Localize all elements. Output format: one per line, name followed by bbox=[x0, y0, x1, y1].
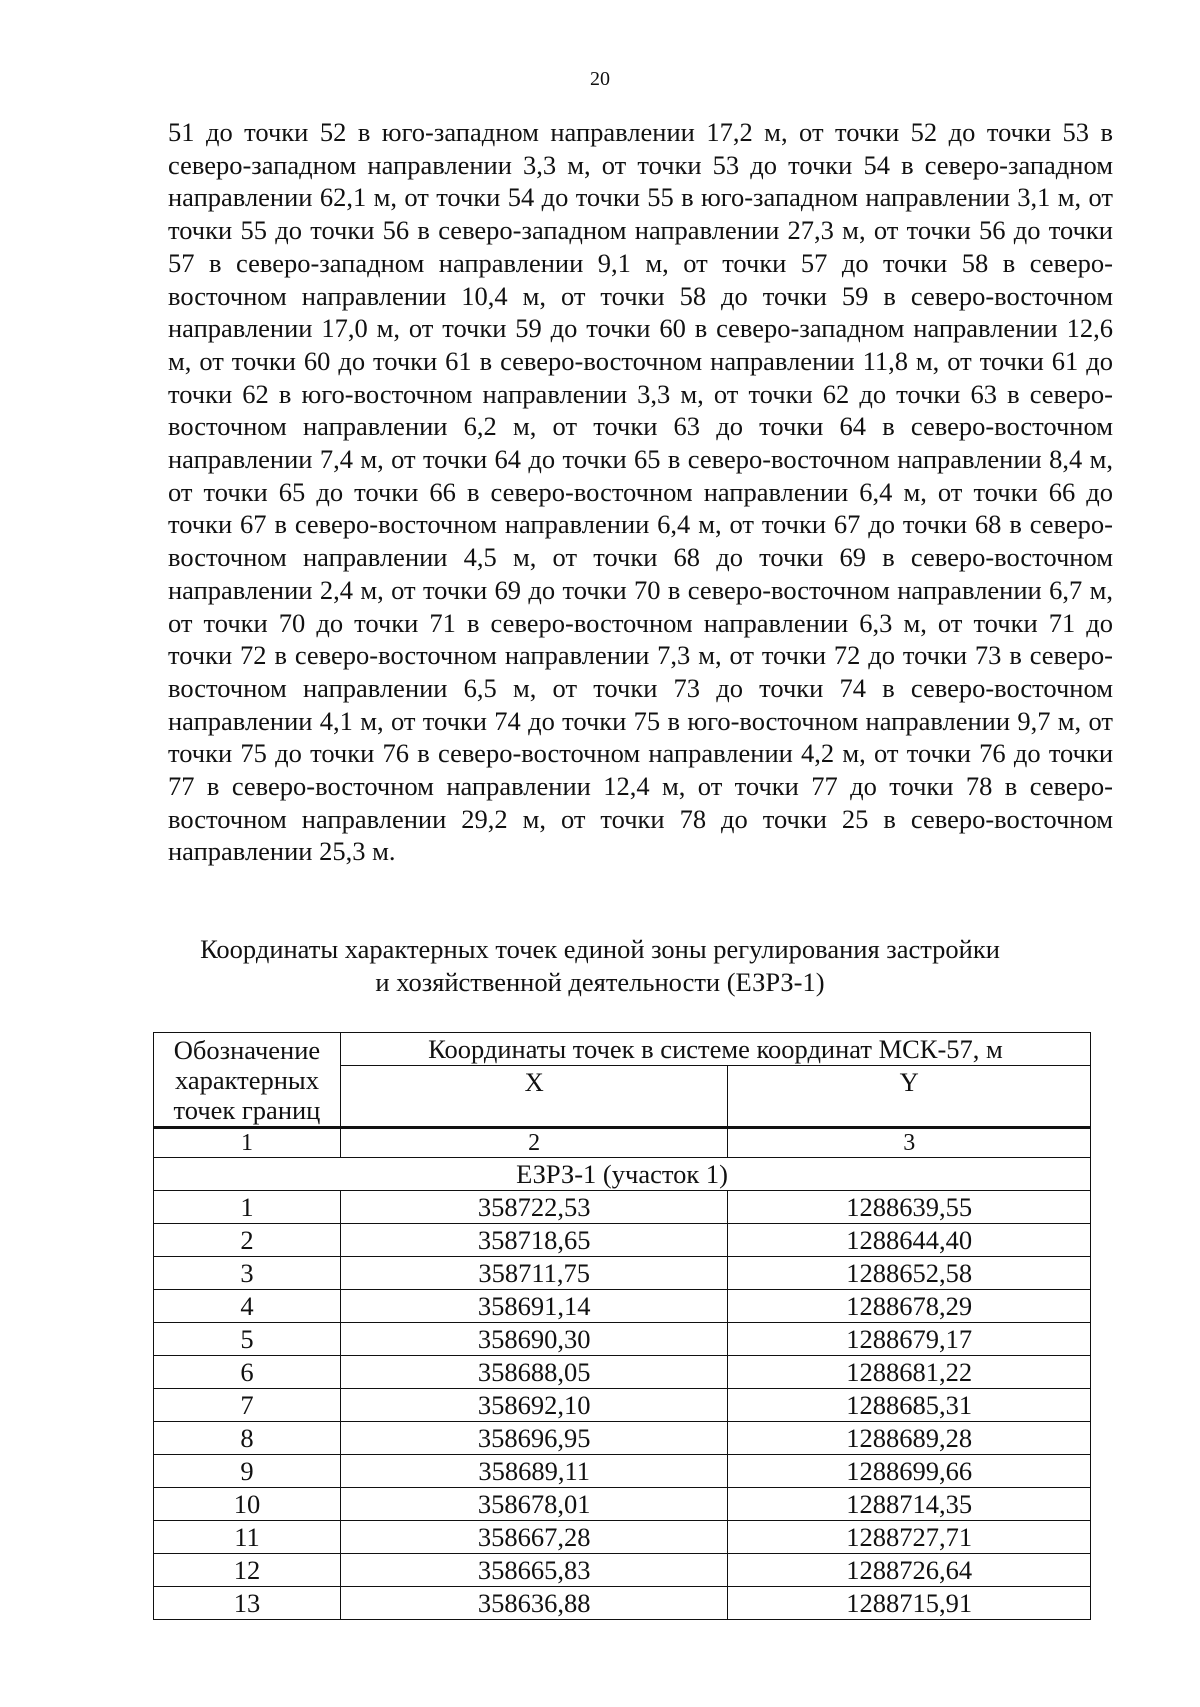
x-coordinate-cell: 358667,28 bbox=[340, 1521, 728, 1554]
table-row bbox=[154, 1290, 1091, 1323]
point-id-cell: 9 bbox=[154, 1455, 341, 1488]
point-id-cell: 2 bbox=[154, 1224, 341, 1257]
y-coordinate-cell: 1288679,17 bbox=[728, 1323, 1091, 1356]
y-coordinate-cell: 1288727,71 bbox=[728, 1521, 1091, 1554]
x-coordinate-cell: 358711,75 bbox=[340, 1257, 728, 1290]
x-coordinate-cell: 358691,14 bbox=[340, 1290, 728, 1323]
table-heading-line-2: и хозяйственной деятельности (ЕЗРЗ-1) bbox=[375, 967, 825, 997]
point-id-cell: 12 bbox=[154, 1554, 341, 1587]
body-paragraph: 51 до точки 52 в юго-западном направлении 17,2 м, от точки 52 до точки 53 в северо-западном направлении 3,3 м, от точки 53 до точки 54 в северо-западном направлении 62,1 м, от точки 54 до точки 55 в юго-западном направлении 3,1 м, от точки 55 до точки 56 в северо-западном направлении 27,3 м, от точки 56 до точки 57 в северо-западном направлении 9,1 м, от точки 57 до точки 58 в северо-восточном направлении 10,4 м, от точки 58 до точки 59 в северо-восточном направлении 17,0 м, от точки 59 до точки 60 в северо-западном направлении 12,6 м, от точки 60 до точки 61 в северо-восточном направлении 11,8 м, от точки 61 до точки 62 в юго-восточном направлении 3,3 м, от точки 62 до точки 63 в северо-восточном направлении 6,2 м, от точки 63 до точки 64 в северо-восточном направлении 7,4 м, от точки 64 до точки 65 в северо-восточном направлении 8,4 м, от точки 65 до точки 66 в северо-восточном направлении 6,4 м, от точки 66 до точки 67 в северо-восточном направлении 6,4 м, от точки 67 до точки 68 в северо-восточном направлении 4,5 м, от точки 68 до точки 69 в северо-восточном направлении 2,4 м, от точки 69 до точки 70 в северо-восточном направлении 6,7 м, от точки 70 до точки 71 в северо-восточном направлении 6,3 м, от точки 71 до точки 72 в северо-восточном направлении 7,3 м, от точки 72 до точки 73 в северо-восточном направлении 6,5 м, от точки 73 до точки 74 в северо-восточном направлении 4,1 м, от точки 74 до точки 75 в юго-восточном направлении 9,7 м, от точки 75 до точки 76 в северо-восточном направлении 4,2 м, от точки 76 до точки 77 в северо-восточном направлении 12,4 м, от точки 77 до точки 78 в северо-восточном направлении 29,2 м, от точки 78 до точки 25 в северо-восточном направлении 25,3 м. bbox=[168, 117, 1113, 867]
y-coordinate-cell: 1288685,31 bbox=[728, 1389, 1091, 1422]
table-row bbox=[154, 1224, 1091, 1257]
x-coordinate-cell: 358665,83 bbox=[340, 1554, 728, 1587]
table-row bbox=[154, 1488, 1091, 1521]
x-coordinate-cell: 358718,65 bbox=[340, 1224, 728, 1257]
y-coordinate-cell: 1288644,40 bbox=[728, 1224, 1091, 1257]
section-row bbox=[154, 1158, 1091, 1191]
x-coordinate-cell: 358692,10 bbox=[340, 1389, 728, 1422]
table-row bbox=[154, 1323, 1091, 1356]
table-row bbox=[154, 1356, 1091, 1389]
x-coordinate-cell: 358688,05 bbox=[340, 1356, 728, 1389]
table-row bbox=[154, 1257, 1091, 1290]
point-id-cell: 11 bbox=[154, 1521, 341, 1554]
table-row bbox=[154, 1554, 1091, 1587]
table-row bbox=[154, 1587, 1091, 1620]
table-row bbox=[154, 1521, 1091, 1554]
x-coordinate-cell: 358690,30 bbox=[340, 1323, 728, 1356]
column-number: 2 bbox=[340, 1128, 728, 1158]
x-coordinate-cell: 358636,88 bbox=[340, 1587, 728, 1620]
table-row bbox=[154, 1389, 1091, 1422]
table-heading-line-1: Координаты характерных точек единой зоны регулирования застройки bbox=[200, 934, 1000, 964]
x-coordinate-cell: 358678,01 bbox=[340, 1488, 728, 1521]
table-header-row bbox=[154, 1033, 1091, 1066]
column-number-row bbox=[154, 1128, 1091, 1158]
y-coordinate-cell: 1288678,29 bbox=[728, 1290, 1091, 1323]
page-number: 20 bbox=[590, 68, 610, 90]
point-id-cell: 5 bbox=[154, 1323, 341, 1356]
point-id-cell: 1 bbox=[154, 1191, 341, 1224]
y-coordinate-cell: 1288652,58 bbox=[728, 1257, 1091, 1290]
point-id-cell: 7 bbox=[154, 1389, 341, 1422]
x-coordinate-cell: 358696,95 bbox=[340, 1422, 728, 1455]
y-coordinate-cell: 1288639,55 bbox=[728, 1191, 1091, 1224]
point-id-cell: 6 bbox=[154, 1356, 341, 1389]
y-coordinate-cell: 1288689,28 bbox=[728, 1422, 1091, 1455]
point-id-cell: 13 bbox=[154, 1587, 341, 1620]
section-title: ЕЗРЗ-1 (участок 1) bbox=[154, 1158, 1091, 1191]
y-coordinate-cell: 1288715,91 bbox=[728, 1587, 1091, 1620]
column-number: 1 bbox=[154, 1128, 341, 1158]
table-row bbox=[154, 1191, 1091, 1224]
x-coordinate-cell: 358722,53 bbox=[340, 1191, 728, 1224]
coordinates-table bbox=[153, 1032, 1091, 1620]
point-id-cell: 10 bbox=[154, 1488, 341, 1521]
y-coordinate-cell: 1288681,22 bbox=[728, 1356, 1091, 1389]
y-coordinate-cell: 1288714,35 bbox=[728, 1488, 1091, 1521]
table-heading bbox=[150, 933, 1050, 999]
x-coordinate-cell: 358689,11 bbox=[340, 1455, 728, 1488]
y-coordinate-cell: 1288699,66 bbox=[728, 1455, 1091, 1488]
y-coordinate-cell: 1288726,64 bbox=[728, 1554, 1091, 1587]
column-number: 3 bbox=[728, 1128, 1091, 1158]
table-row bbox=[154, 1422, 1091, 1455]
point-id-cell: 4 bbox=[154, 1290, 341, 1323]
table-row bbox=[154, 1455, 1091, 1488]
header-point-designation: Обозначение характерных точек границ bbox=[154, 1033, 341, 1128]
header-coordinates-system: Координаты точек в системе координат МСК-57, м bbox=[340, 1033, 1090, 1066]
header-x: X bbox=[340, 1066, 728, 1128]
point-id-cell: 8 bbox=[154, 1422, 341, 1455]
header-y: Y bbox=[728, 1066, 1091, 1128]
point-id-cell: 3 bbox=[154, 1257, 341, 1290]
